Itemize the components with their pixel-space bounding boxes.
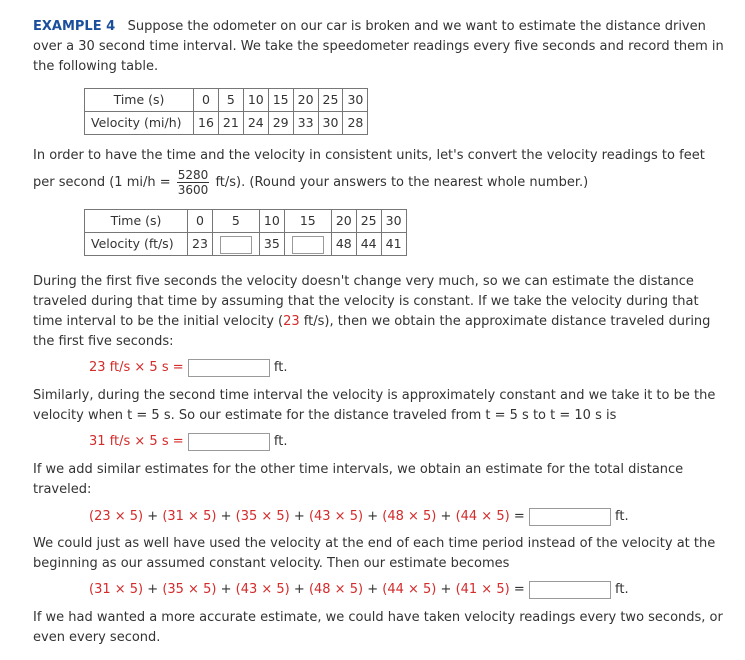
equals-sign: =: [513, 509, 525, 524]
plus-sign: +: [220, 509, 232, 524]
term: (41 × 5): [455, 582, 510, 597]
equation-lhs: 23 ft/s × 5 s =: [89, 360, 184, 375]
plus-sign: +: [147, 582, 159, 597]
velocity-5-input[interactable]: [220, 236, 252, 254]
velocity-cell: 16: [194, 112, 219, 135]
term: (44 × 5): [455, 509, 510, 524]
unit-label: ft.: [615, 582, 629, 597]
time-cell: 10: [243, 89, 268, 112]
time-cell: 0: [188, 210, 213, 233]
term: (43 × 5): [308, 509, 364, 524]
plus-sign: +: [220, 582, 232, 597]
time-cell: 15: [284, 210, 331, 233]
first-five-text-3a: time interval to be the initial velocity (: [33, 314, 284, 329]
time-cell: 25: [356, 210, 381, 233]
term: (23 × 5): [89, 509, 144, 524]
time-cell: 20: [293, 89, 318, 112]
velocity-cell: 29: [268, 112, 293, 135]
velocity-15-input[interactable]: [292, 236, 324, 254]
second-interval-paragraph: [33, 386, 733, 426]
velocity-cell: 23: [188, 233, 213, 256]
total-right-input[interactable]: [529, 581, 611, 599]
term: (35 × 5): [162, 582, 217, 597]
unit-label: ft.: [273, 360, 288, 375]
fts-table: [84, 209, 407, 256]
plus-sign: +: [440, 582, 452, 597]
first-five-text-1: During the first five seconds the velocity doesn't change very much, so we can estimate the distance: [33, 274, 694, 289]
total-text-2: traveled:: [33, 482, 92, 497]
first-interval-equation: [89, 358, 288, 378]
end-equation: [89, 580, 629, 600]
time-cell: 30: [381, 210, 406, 233]
term: (48 × 5): [308, 582, 364, 597]
conversion-text-3: ft/s). (Round your answers to the nearest whole number.): [215, 175, 589, 190]
first-five-text-4: the first five seconds:: [33, 334, 174, 349]
time-cell: 20: [331, 210, 356, 233]
conversion-paragraph: [33, 146, 733, 197]
intro-text-1: Suppose the odometer on our car is broken and we want to estimate the distance driven: [127, 19, 706, 34]
time-cell: 25: [318, 89, 343, 112]
term: (35 × 5): [235, 509, 290, 524]
plus-sign: +: [293, 509, 305, 524]
time-cell: 5: [212, 210, 259, 233]
second-text-1: Similarly, during the second time interval the velocity is approximately constant and we take it to be the: [33, 388, 716, 403]
first-five-text-3b: ft/s), then we obtain the approximate distance traveled during: [299, 314, 711, 329]
closing-paragraph: [33, 608, 733, 648]
equals-sign: =: [513, 582, 525, 597]
first-five-text-2: traveled during that time by assuming that the velocity is constant. If we take the velocity during that: [33, 294, 699, 309]
fraction-numerator: 5280: [177, 168, 209, 182]
table-row: [85, 112, 368, 135]
conversion-fraction: [177, 168, 210, 197]
velocity-cell: 48: [331, 233, 356, 256]
term: (31 × 5): [89, 582, 144, 597]
second-interval-input[interactable]: [188, 433, 270, 451]
velocity-cell: 41: [381, 233, 406, 256]
table-row: [85, 210, 407, 233]
end-text-1: We could just as well have used the velocity at the end of each time period instead of the velocity at the: [33, 536, 716, 551]
intro-text-2: over a 30 second time interval. We take the speedometer readings every five seconds and record them in: [33, 39, 724, 54]
total-left-input[interactable]: [529, 508, 611, 526]
velocity-cell: 24: [243, 112, 268, 135]
velocity-cell: 21: [218, 112, 243, 135]
velocity-header: Velocity (ft/s): [85, 233, 188, 256]
initial-velocity: 23: [283, 314, 300, 329]
first-five-paragraph: [33, 272, 733, 352]
mph-table: [84, 88, 368, 135]
time-header: Time (s): [85, 89, 194, 112]
time-header: Time (s): [85, 210, 188, 233]
end-text-2: beginning as our assumed constant velocity. Then our estimate becomes: [33, 556, 510, 571]
velocity-cell: [212, 233, 259, 256]
table-row: [85, 233, 407, 256]
table-row: [85, 89, 368, 112]
plus-sign: +: [367, 509, 379, 524]
time-cell: 10: [259, 210, 284, 233]
example-label: EXAMPLE 4: [33, 19, 116, 34]
velocity-cell: 44: [356, 233, 381, 256]
total-text-1: If we add similar estimates for the other time intervals, we obtain an estimate for the total distance: [33, 462, 684, 477]
velocity-cell: 33: [293, 112, 318, 135]
velocity-cell: 35: [259, 233, 284, 256]
unit-label: ft.: [615, 509, 629, 524]
conversion-text-1: In order to have the time and the velocity in consistent units, let's convert the velocity readings to feet: [33, 148, 705, 163]
intro-text-3: the following table.: [33, 59, 159, 74]
plus-sign: +: [367, 582, 379, 597]
time-cell: 5: [218, 89, 243, 112]
term: (44 × 5): [382, 582, 437, 597]
term: (31 × 5): [162, 509, 217, 524]
equation-lhs: 31 ft/s × 5 s =: [89, 434, 184, 449]
second-interval-equation: [89, 432, 288, 452]
total-paragraph: [33, 460, 733, 500]
first-interval-input[interactable]: [188, 359, 270, 377]
intro-paragraph: [33, 17, 733, 77]
total-equation: [89, 507, 629, 527]
closing-text-1: If we had wanted a more accurate estimate, we could have taken velocity readings every two seconds, or: [33, 610, 723, 625]
second-text-2: velocity when t = 5 s. So our estimate for the distance traveled from t = 5 s to t = 10 s is: [33, 408, 617, 423]
velocity-header: Velocity (mi/h): [85, 112, 194, 135]
end-paragraph: [33, 534, 733, 574]
plus-sign: +: [147, 509, 159, 524]
time-cell: 15: [268, 89, 293, 112]
velocity-cell: 30: [318, 112, 343, 135]
closing-text-2: even every second.: [33, 630, 161, 645]
velocity-cell: 28: [343, 112, 368, 135]
unit-label: ft.: [273, 434, 288, 449]
velocity-cell: [284, 233, 331, 256]
plus-sign: +: [293, 582, 305, 597]
time-cell: 30: [343, 89, 368, 112]
fraction-denominator: 3600: [177, 183, 209, 197]
conversion-text-2: per second (1 mi/h =: [33, 175, 171, 190]
plus-sign: +: [440, 509, 452, 524]
term: (48 × 5): [382, 509, 437, 524]
time-cell: 0: [194, 89, 219, 112]
term: (43 × 5): [235, 582, 290, 597]
